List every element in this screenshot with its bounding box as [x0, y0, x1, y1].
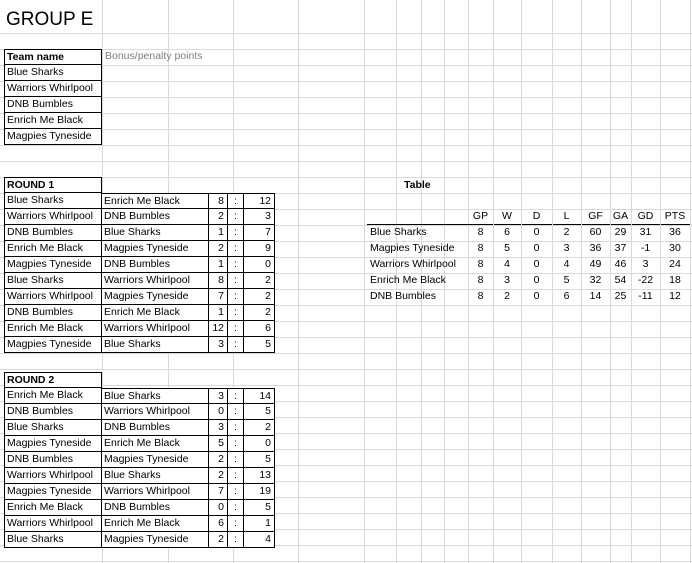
- home-team-cell[interactable]: Blue Sharks: [4, 273, 102, 289]
- team-name-cell[interactable]: Blue Sharks: [4, 65, 102, 81]
- standings-stat-cell[interactable]: 36: [669, 226, 681, 238]
- away-team-cell[interactable]: Enrich Me Black: [102, 516, 209, 532]
- home-score-cell[interactable]: 2: [209, 532, 228, 548]
- score-separator[interactable]: :: [228, 436, 244, 452]
- away-score-cell[interactable]: 9: [244, 241, 275, 257]
- standings-stat-cell[interactable]: 2: [563, 226, 570, 238]
- home-score-cell[interactable]: 1: [209, 225, 228, 241]
- standings-stat-cell[interactable]: 5: [504, 242, 510, 254]
- score-separator[interactable]: :: [228, 305, 244, 321]
- away-score-cell[interactable]: 5: [244, 337, 275, 353]
- home-team-cell[interactable]: Enrich Me Black: [4, 500, 102, 516]
- standings-stat-cell[interactable]: 8: [477, 226, 484, 238]
- standings-stat-cell[interactable]: 8: [477, 242, 484, 254]
- score-separator[interactable]: :: [228, 468, 244, 484]
- home-team-cell[interactable]: Magpies Tyneside: [4, 257, 102, 273]
- away-team-cell[interactable]: Warriors Whirlpool: [102, 273, 209, 289]
- standings-stat-cell[interactable]: 25: [614, 290, 627, 302]
- standings-header-cell[interactable]: GF: [581, 209, 610, 225]
- away-team-cell[interactable]: Enrich Me Black: [102, 305, 209, 321]
- standings-team-cell[interactable]: Magpies Tyneside: [370, 242, 455, 254]
- home-score-cell[interactable]: 1: [209, 305, 228, 321]
- home-score-cell[interactable]: 0: [209, 500, 228, 516]
- away-team-cell[interactable]: Warriors Whirlpool: [102, 484, 209, 500]
- standings-header-cell[interactable]: W: [493, 209, 521, 225]
- home-team-cell[interactable]: Magpies Tyneside: [4, 337, 102, 353]
- team-name-cell[interactable]: Magpies Tyneside: [4, 129, 102, 145]
- standings-stat-cell[interactable]: 0: [533, 290, 540, 302]
- standings-stat-cell[interactable]: 54: [614, 274, 627, 286]
- away-score-cell[interactable]: 3: [244, 209, 275, 225]
- home-score-cell[interactable]: 2: [209, 468, 228, 484]
- home-score-cell[interactable]: 8: [209, 193, 228, 209]
- home-score-cell[interactable]: 2: [209, 241, 228, 257]
- home-team-cell[interactable]: Blue Sharks: [4, 532, 102, 548]
- standings-team-cell[interactable]: DNB Bumbles: [370, 290, 436, 302]
- away-team-cell[interactable]: Enrich Me Black: [102, 436, 209, 452]
- standings-stat-cell[interactable]: 37: [614, 242, 627, 254]
- score-separator[interactable]: :: [228, 273, 244, 289]
- away-team-cell[interactable]: Magpies Tyneside: [102, 241, 209, 257]
- team-name-cell[interactable]: Enrich Me Black: [4, 113, 102, 129]
- round1-label[interactable]: ROUND 1: [4, 177, 102, 193]
- home-score-cell[interactable]: 3: [209, 337, 228, 353]
- away-score-cell[interactable]: 13: [244, 468, 275, 484]
- away-score-cell[interactable]: 5: [244, 500, 275, 516]
- home-score-cell[interactable]: 5: [209, 436, 228, 452]
- score-separator[interactable]: :: [228, 337, 244, 353]
- standings-stat-cell[interactable]: 60: [589, 226, 602, 238]
- away-team-cell[interactable]: Magpies Tyneside: [102, 532, 209, 548]
- column-separator: [631, 209, 632, 305]
- home-team-cell[interactable]: Magpies Tyneside: [4, 484, 102, 500]
- team-name-cell[interactable]: Warriors Whirlpool: [4, 81, 102, 97]
- column-separator: [493, 209, 494, 305]
- score-separator[interactable]: :: [228, 257, 244, 273]
- standings-stat-cell[interactable]: 0: [533, 274, 540, 286]
- home-score-cell[interactable]: 6: [209, 516, 228, 532]
- standings-stat-cell[interactable]: 6: [563, 290, 570, 302]
- score-separator[interactable]: :: [228, 225, 244, 241]
- score-separator[interactable]: :: [228, 452, 244, 468]
- standings-stat-cell[interactable]: 8: [477, 258, 484, 270]
- standings-stat-cell[interactable]: 3: [563, 242, 570, 254]
- standings-stat-cell[interactable]: 0: [533, 258, 540, 270]
- sheet-title: GROUP E: [6, 9, 94, 30]
- standings-stat-cell[interactable]: 3: [504, 274, 510, 286]
- home-team-cell[interactable]: Enrich Me Black: [4, 241, 102, 257]
- standings-header-cell[interactable]: GD: [631, 209, 660, 225]
- home-score-cell[interactable]: 12: [209, 321, 228, 337]
- away-team-cell[interactable]: DNB Bumbles: [102, 257, 209, 273]
- standings-stat-cell[interactable]: 6: [504, 226, 510, 238]
- away-score-cell[interactable]: 12: [244, 193, 275, 209]
- standings-stat-cell[interactable]: 14: [589, 290, 602, 302]
- away-score-cell[interactable]: 4: [244, 532, 275, 548]
- away-score-cell[interactable]: 6: [244, 321, 275, 337]
- standings-stat-cell[interactable]: 0: [533, 242, 540, 254]
- score-separator[interactable]: :: [228, 209, 244, 225]
- standings-stat-cell[interactable]: 4: [504, 258, 510, 270]
- home-score-cell[interactable]: 7: [209, 484, 228, 500]
- away-team-cell[interactable]: DNB Bumbles: [102, 209, 209, 225]
- round2-label[interactable]: ROUND 2: [4, 372, 102, 388]
- away-team-cell[interactable]: Magpies Tyneside: [102, 452, 209, 468]
- standings-stat-cell[interactable]: 5: [563, 274, 570, 286]
- standings-stat-cell[interactable]: 2: [504, 290, 510, 302]
- standings-stat-cell[interactable]: 46: [614, 258, 627, 270]
- standings-stat-cell[interactable]: 24: [669, 258, 681, 270]
- away-team-cell[interactable]: Blue Sharks: [102, 468, 209, 484]
- home-team-cell[interactable]: DNB Bumbles: [4, 452, 102, 468]
- score-separator[interactable]: :: [228, 404, 244, 420]
- away-team-cell[interactable]: DNB Bumbles: [102, 500, 209, 516]
- score-separator[interactable]: :: [228, 420, 244, 436]
- standings-stat-cell[interactable]: 0: [533, 226, 540, 238]
- standings-stat-cell[interactable]: -22: [637, 274, 654, 286]
- home-score-cell[interactable]: 3: [209, 420, 228, 436]
- away-score-cell[interactable]: 19: [244, 484, 275, 500]
- away-team-cell[interactable]: Warriors Whirlpool: [102, 321, 209, 337]
- away-team-cell[interactable]: DNB Bumbles: [102, 420, 209, 436]
- away-score-cell[interactable]: 2: [244, 273, 275, 289]
- standings-header-cell[interactable]: GP: [468, 209, 493, 225]
- home-team-cell[interactable]: Warriors Whirlpool: [4, 468, 102, 484]
- away-team-cell[interactable]: Enrich Me Black: [102, 193, 209, 209]
- standings-header-cell[interactable]: PTS: [660, 209, 690, 225]
- score-separator[interactable]: :: [228, 388, 244, 404]
- standings-stat-cell[interactable]: 49: [589, 258, 602, 270]
- standings-stat-cell[interactable]: 4: [563, 258, 570, 270]
- standings-title: Table: [404, 179, 431, 191]
- home-team-cell[interactable]: Warriors Whirlpool: [4, 289, 102, 305]
- home-score-cell[interactable]: 2: [209, 209, 228, 225]
- home-team-cell[interactable]: Blue Sharks: [4, 420, 102, 436]
- home-score-cell[interactable]: 8: [209, 273, 228, 289]
- home-score-cell[interactable]: 7: [209, 289, 228, 305]
- home-team-cell[interactable]: DNB Bumbles: [4, 305, 102, 321]
- team-name-header[interactable]: Team name: [4, 49, 102, 65]
- home-team-cell[interactable]: Blue Sharks: [4, 193, 102, 209]
- away-team-cell[interactable]: Blue Sharks: [102, 388, 209, 404]
- column-separator: [610, 209, 611, 305]
- score-separator[interactable]: :: [228, 516, 244, 532]
- away-team-cell[interactable]: Magpies Tyneside: [102, 289, 209, 305]
- standings-stat-cell[interactable]: 8: [477, 274, 484, 286]
- column-separator: [660, 209, 661, 305]
- standings-stat-cell[interactable]: 12: [669, 290, 681, 302]
- score-separator[interactable]: :: [228, 193, 244, 209]
- home-score-cell[interactable]: 3: [209, 388, 228, 404]
- score-separator[interactable]: :: [228, 241, 244, 257]
- home-team-cell[interactable]: Warriors Whirlpool: [4, 209, 102, 225]
- column-separator: [552, 209, 553, 305]
- standings-stat-cell[interactable]: 29: [614, 226, 627, 238]
- standings-team-cell[interactable]: Blue Sharks: [370, 226, 427, 238]
- score-separator[interactable]: :: [228, 532, 244, 548]
- standings-header-cell[interactable]: D: [521, 209, 552, 225]
- home-team-cell[interactable]: DNB Bumbles: [4, 404, 102, 420]
- away-score-cell[interactable]: 2: [244, 305, 275, 321]
- home-team-cell[interactable]: Enrich Me Black: [4, 321, 102, 337]
- standings-stat-cell[interactable]: 3: [642, 258, 649, 270]
- score-separator[interactable]: :: [228, 500, 244, 516]
- standings-header-cell[interactable]: L: [552, 209, 581, 225]
- home-score-cell[interactable]: 0: [209, 404, 228, 420]
- standings-stat-cell[interactable]: 30: [669, 242, 681, 254]
- home-team-cell[interactable]: Magpies Tyneside: [4, 436, 102, 452]
- home-score-cell[interactable]: 2: [209, 452, 228, 468]
- standings-stat-cell[interactable]: 32: [589, 274, 602, 286]
- away-score-cell[interactable]: 14: [244, 388, 275, 404]
- bonus-points-label[interactable]: Bonus/penalty points: [105, 50, 203, 62]
- away-score-cell[interactable]: 0: [244, 436, 275, 452]
- away-score-cell[interactable]: 2: [244, 289, 275, 305]
- standings-stat-cell[interactable]: -1: [640, 242, 651, 254]
- away-score-cell[interactable]: 7: [244, 225, 275, 241]
- away-score-cell[interactable]: 5: [244, 452, 275, 468]
- team-name-cell[interactable]: DNB Bumbles: [4, 97, 102, 113]
- home-score-cell[interactable]: 1: [209, 257, 228, 273]
- standings-stat-cell[interactable]: 31: [639, 226, 652, 238]
- home-team-cell[interactable]: DNB Bumbles: [4, 225, 102, 241]
- away-score-cell[interactable]: 2: [244, 420, 275, 436]
- home-team-cell[interactable]: Warriors Whirlpool: [4, 516, 102, 532]
- standings-stat-cell[interactable]: -11: [638, 290, 653, 302]
- away-team-cell[interactable]: Blue Sharks: [102, 337, 209, 353]
- standings-stat-cell[interactable]: 36: [589, 242, 602, 254]
- score-separator[interactable]: :: [228, 484, 244, 500]
- away-team-cell[interactable]: Blue Sharks: [102, 225, 209, 241]
- score-separator[interactable]: :: [228, 289, 244, 305]
- column-separator: [581, 209, 582, 305]
- standings-team-cell[interactable]: Warriors Whirlpool: [370, 258, 456, 270]
- standings-header-cell[interactable]: GA: [610, 209, 631, 225]
- standings-stat-cell[interactable]: 8: [477, 290, 484, 302]
- home-team-cell[interactable]: Enrich Me Black: [4, 388, 102, 404]
- standings-team-cell[interactable]: Enrich Me Black: [370, 274, 446, 286]
- standings-stat-cell[interactable]: 18: [669, 274, 681, 286]
- away-score-cell[interactable]: 0: [244, 257, 275, 273]
- away-team-cell[interactable]: Warriors Whirlpool: [102, 404, 209, 420]
- column-separator: [521, 209, 522, 305]
- away-score-cell[interactable]: 1: [244, 516, 275, 532]
- standings-team-header-cell[interactable]: [367, 209, 468, 225]
- away-score-cell[interactable]: 5: [244, 404, 275, 420]
- score-separator[interactable]: :: [228, 321, 244, 337]
